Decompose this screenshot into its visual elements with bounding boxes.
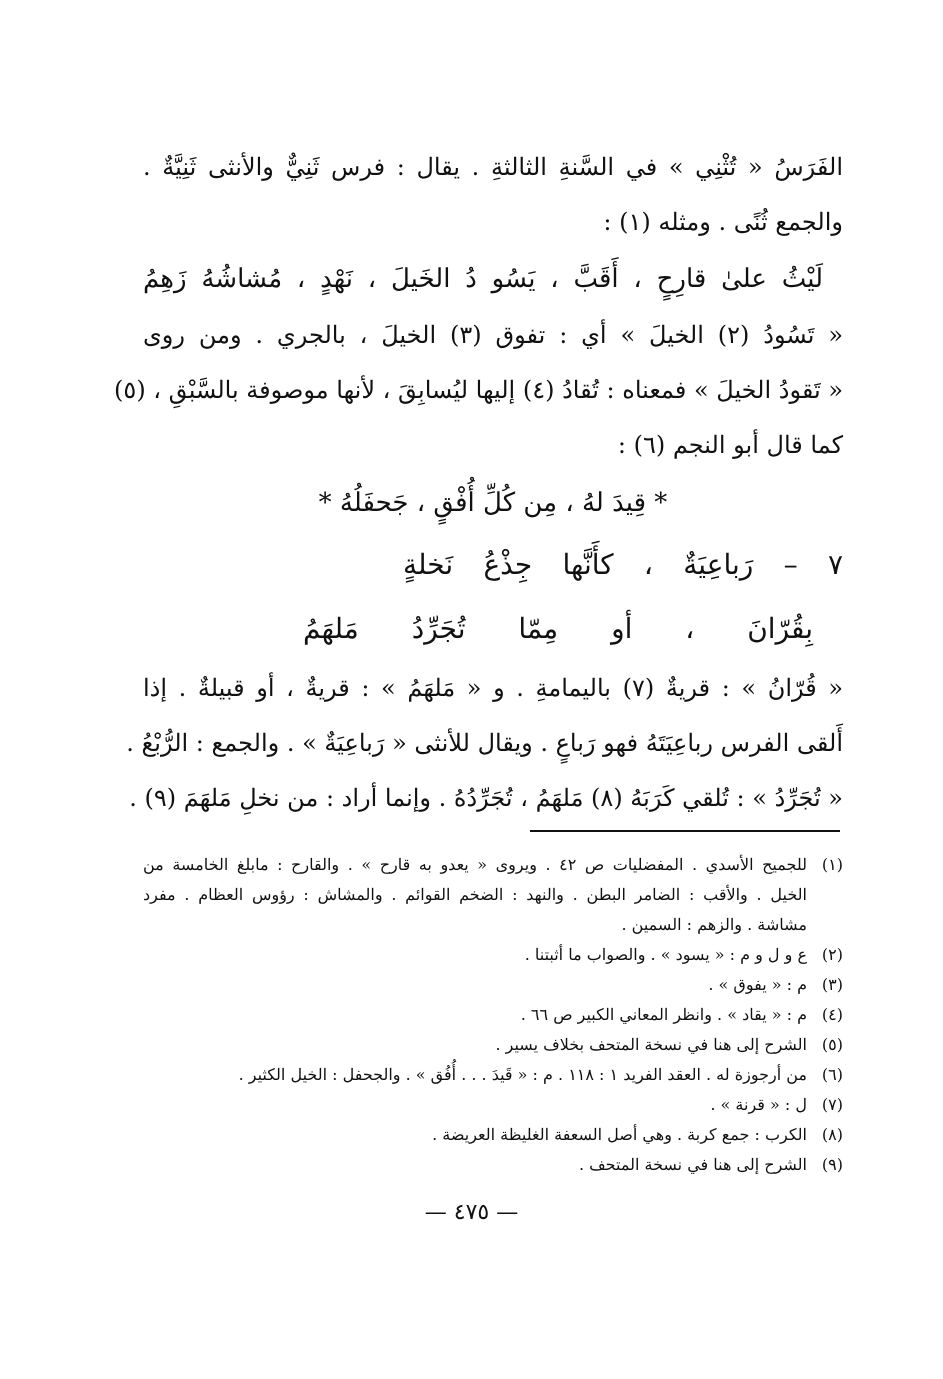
footnote	[143, 1000, 843, 1030]
footnote	[143, 970, 843, 1000]
footnote-line: للجميح الأسدي . المفضليات ص ٤٢ . ويروى « يعدو به قارح » . والقارح : مابلغ الخامسة من	[143, 855, 807, 874]
footnote-separator	[530, 830, 840, 832]
footnote-number: (٣)	[821, 975, 843, 994]
footnote	[143, 1150, 843, 1180]
footnote	[143, 1030, 843, 1060]
footnote-number: (١)	[821, 855, 843, 874]
main-text	[114, 140, 844, 826]
commentary-line: « تَسُودُ (٢) الخيلَ » أي : تفوق (٣) الخيلَ ، بالجري . ومن روى	[143, 321, 844, 349]
footnote-number: (٢)	[821, 945, 843, 964]
footnote-number: (٨)	[821, 1125, 843, 1144]
commentary-line: كما قال أبو النجم (٦) :	[617, 431, 843, 459]
footnote-line: مشاشة . والزهم : السمين .	[621, 915, 807, 934]
footnote-line: من أرجوزة له . العقد الفريد ١ : ١١٨ . م : « قَيدَ . . . أُفُق » . والجحفل : الخيل الكثير .	[238, 1065, 807, 1084]
footnote	[143, 1120, 843, 1150]
commentary-line: « قُرّانُ » : قريةٌ (٧) باليمامةِ . و « مَلهَمُ » : قريةٌ ، أو قبيلةٌ . إذا	[143, 674, 843, 702]
poem-verse-first-hemistich: ٧ – رَباعِيَةٌ ، كأَنَّها جِذْعُ نَخلةٍ	[403, 548, 843, 581]
footnote-line: م : « يفوق » .	[708, 975, 807, 994]
poem-verse-second-hemistich: بِقُرّانَ ، أو مِمّا تُجَرِّدُ مَلهَمُ	[303, 612, 813, 645]
footnote-line: الكرب : جمع كربة . وهي أصل السعفة الغليظة العريضة .	[432, 1125, 807, 1144]
footnote-number: (٦)	[821, 1065, 843, 1084]
text-line: الفَرَسُ « تُثْنِي » في السَّنةِ الثالثةِ . يقال : فرس ثَنِيٌّ والأنثى ثَنِيَّةٌ .	[143, 153, 843, 181]
page-number: — ٤٧٥ —	[424, 1200, 519, 1225]
footnote-line: ع و ل و م : « يسود » . والصواب ما أثبتنا .	[524, 945, 807, 964]
footnote-number: (٧)	[821, 1095, 843, 1114]
footnote-line: م : « يقاد » . وانظر المعاني الكبير ص ٦٦ .	[520, 1005, 807, 1024]
text-line: والجمع ثُنًى . ومثله (١) :	[603, 208, 843, 236]
footnote-line: الخيل . والأقب : الضامر البطن . والنهد : الضخم القوائم . والمشاش : رؤوس العظام . مفرد	[143, 885, 807, 904]
commentary-line: « تُجَرِّدُ » : تُلقي كَرَبَهُ (٨) مَلهَمُ ، تُجَرِّدُهُ . وإنما أراد : من نخلِ مَلهَمَ (٩) .	[129, 784, 843, 812]
commentary-line: أَلقى الفرس رباعِيَتَهُ فهو رَباعٍ . ويقال للأنثى « رَباعِيَةٌ » . والجمع : الرُّبْعُ .	[126, 729, 843, 757]
footnote	[143, 1060, 843, 1090]
footnote-number: (٩)	[821, 1155, 843, 1174]
footnote	[143, 1090, 843, 1120]
footnote-line: الشرح إلى هنا في نسخة المتحف .	[578, 1155, 807, 1174]
footnote-line: ل : « قرنة » .	[710, 1095, 807, 1114]
footnotes	[143, 850, 843, 1180]
rajaz-line: * قِيدَ لهُ ، مِن كُلِّ أُفْقٍ ، جَحفَلُهُ *	[318, 488, 668, 518]
footnote	[143, 850, 843, 940]
commentary-line: « تَقودُ الخيلَ » فمعناه : تُقادُ (٤) إليها ليُسابِقَ ، لأنها موصوفة بالسَّبْقِ ، (٥)	[114, 376, 843, 404]
verse-line: لَيْثُ علىٰ قارِحٍ ، أَقَبَّ ، يَسُو دُ الخَيلَ ، نَهْدٍ ، مُشاشُهُ زَهِمُ	[143, 264, 823, 294]
footnote	[143, 940, 843, 970]
footnote-number: (٥)	[821, 1035, 843, 1054]
footnote-number: (٤)	[821, 1005, 843, 1024]
footnote-line: الشرح إلى هنا في نسخة المتحف بخلاف يسير .	[495, 1035, 807, 1054]
